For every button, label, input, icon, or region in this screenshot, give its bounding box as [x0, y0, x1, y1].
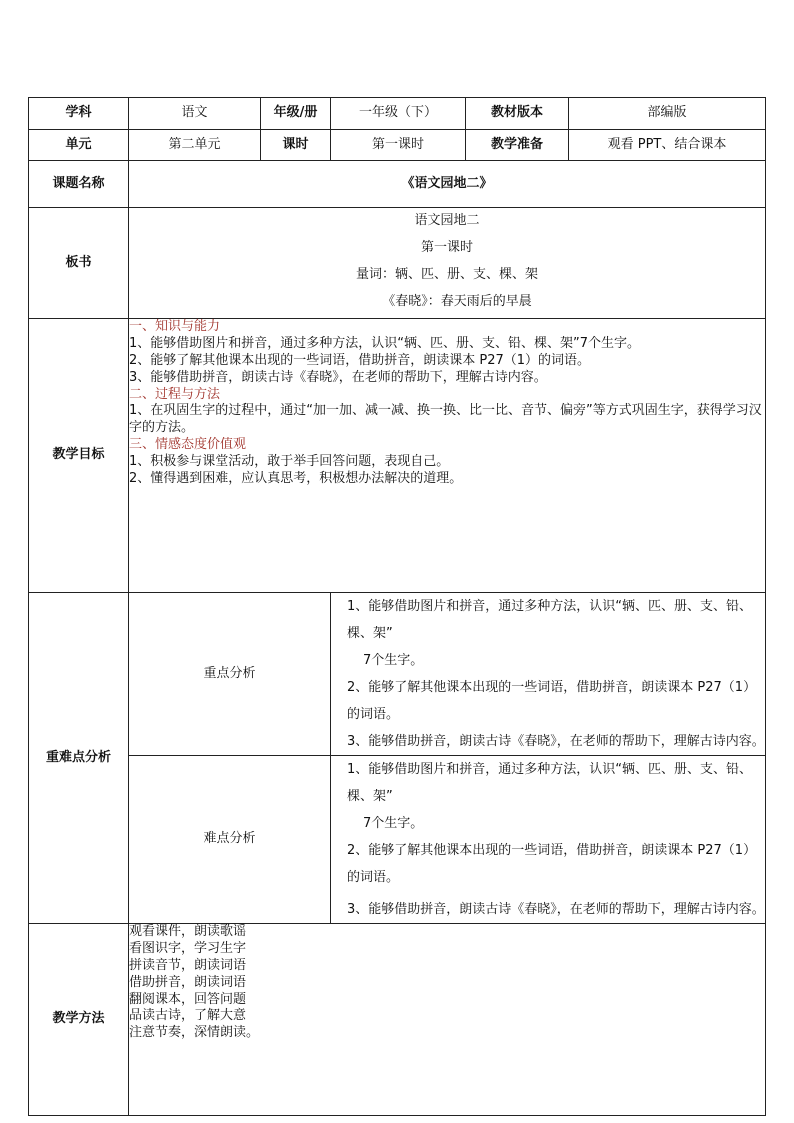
unit-value: 第二单元: [129, 130, 261, 161]
key-point-item: 能够借助图片和拼音，通过多种方法，认识“辆、匹、册、支、铅、棵、架”: [347, 599, 753, 641]
difficult-points-label: 难点分析: [129, 756, 331, 924]
method-line: 观看课件，朗读歌谣: [129, 924, 247, 939]
grade-label: 年级/册: [261, 98, 331, 130]
methods-content: [129, 924, 766, 1116]
row-board: [29, 208, 766, 319]
row-lesson-title: [29, 161, 766, 208]
period-label: 课时: [261, 130, 331, 161]
method-line: 拼读音节，朗读词语: [129, 957, 247, 973]
objectives-label: 教学目标: [29, 319, 129, 593]
row-difficult-points: [29, 756, 766, 924]
difficult-points-content: 1、能够借助图片和拼音，通过多种方法，认识“辆、匹、册、支、铅、棵、架” 7个生字。 2、能够了解其他课本出现的一些词语，借助拼音，朗读课本 P27（1）的词语。 3、能够借助拼音，朗读古诗《春晓》，在老师的帮助下，理解古诗内容。: [331, 756, 766, 924]
objective-item: 1、能够借助图片和拼音，通过多种方法，认识“辆、匹、册、支、铅、棵、架”7个生字。: [129, 335, 641, 351]
difficult-point-item: 能够借助图片和拼音，通过多种方法，认识“辆、匹、册、支、铅、棵、架”: [347, 762, 753, 804]
subject-label: 学科: [29, 98, 129, 130]
method-line: 借助拼音，朗读词语: [129, 974, 247, 990]
method-line: 翻阅课本，回答问题: [129, 991, 247, 1007]
difficult-point-item: 能够借助拼音，朗读古诗《春晓》，在老师的帮助下，理解古诗内容。: [368, 902, 765, 917]
lesson-title: 《语文园地二》: [129, 161, 766, 208]
row-unit: [29, 130, 766, 161]
objective-item: 2、懂得遇到困难，应认真思考，积极想办法解决的道理。: [129, 471, 463, 487]
objectives-content: [129, 319, 766, 593]
method-line: 看图识字，学习生字: [129, 940, 247, 956]
key-points-content: 1、能够借助图片和拼音，通过多种方法，认识“辆、匹、册、支、铅、棵、架” 7个生字。 2、能够了解其他课本出现的一些词语，借助拼音，朗读课本 P27（1）的词语。 3、能够借助拼音，朗读古诗《春晓》，在老师的帮助下，理解古诗内容。: [331, 593, 766, 756]
objectives-heading: 一、知识与能力: [129, 319, 221, 334]
edition-label: 教材版本: [466, 98, 569, 130]
board-line: 量词：辆、匹、册、支、棵、架: [355, 267, 538, 282]
objective-item: 1、在巩固生字的过程中，通过“加一加、减一减、换一换、比一比、音节、偏旁”等方式巩固生字，获得学习汉字的方法。: [129, 403, 762, 436]
lesson-title-label: 课题名称: [29, 161, 129, 208]
unit-label: 单元: [29, 130, 129, 161]
method-line: 注意节奏，深情朗读。: [129, 1025, 260, 1041]
board-label: 板书: [29, 208, 129, 319]
key-point-item: 能够借助拼音，朗读古诗《春晓》，在老师的帮助下，理解古诗内容。: [368, 734, 765, 749]
row-methods: [29, 924, 766, 1116]
row-key-points: [29, 593, 766, 756]
lesson-plan-table: [28, 97, 766, 1116]
subject-value: 语文: [129, 98, 261, 130]
objective-item: 2、能够了解其他课本出现的一些词语，借助拼音，朗读课本 P27（1）的词语。: [129, 352, 591, 368]
key-point-item: 能够了解其他课本出现的一些词语，借助拼音，朗读课本 P27（1）的词语。: [347, 680, 757, 722]
analysis-label: 重难点分析: [29, 593, 129, 924]
prep-value: 观看 PPT、结合课本: [569, 130, 766, 161]
board-line: 第一课时: [420, 240, 473, 255]
board-content: [129, 208, 766, 319]
edition-value: 部编版: [569, 98, 766, 130]
key-points-label: 重点分析: [129, 593, 331, 756]
objectives-heading: 二、过程与方法: [129, 386, 221, 402]
board-line: 语文园地二: [414, 213, 480, 228]
prep-label: 教学准备: [466, 130, 569, 161]
grade-value: 一年级（下）: [331, 98, 466, 130]
period-value: 第一课时: [331, 130, 466, 161]
row-objectives: [29, 319, 766, 593]
objectives-heading: 三、情感态度价值观: [129, 437, 247, 453]
objective-item: 1、积极参与课堂活动，敢于举手回答问题，表现自己。: [129, 454, 450, 470]
methods-label: 教学方法: [29, 924, 129, 1116]
board-line: 《春晓》：春天雨后的早晨: [382, 294, 532, 309]
row-subject: [29, 98, 766, 130]
method-line: 品读古诗，了解大意: [129, 1008, 247, 1024]
difficult-point-item: 能够了解其他课本出现的一些词语，借助拼音，朗读课本 P27（1）的词语。: [347, 843, 757, 885]
objective-item: 3、能够借助拼音，朗读古诗《春晓》，在老师的帮助下，理解古诗内容。: [129, 369, 547, 385]
